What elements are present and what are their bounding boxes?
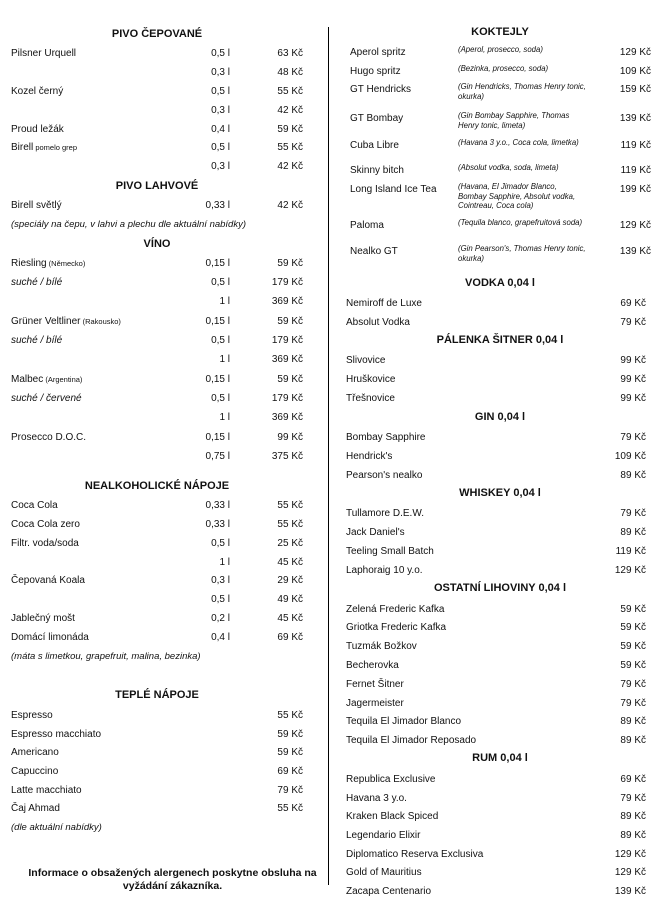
item-size: 0,5 l (211, 86, 230, 97)
spirit-price: 89 Kč (620, 811, 646, 822)
item-origin: pomelo grep (33, 143, 78, 152)
item-size: 0,3 l (211, 105, 230, 116)
spirit-name: Legendario Elixir (346, 830, 421, 841)
item-size: 0,3 l (211, 575, 230, 586)
item-size: 0,5 l (211, 277, 230, 288)
item-price: 45 Kč (277, 613, 303, 624)
item-size: 0,75 l (205, 451, 230, 462)
allergen-note: Informace o obsažených alergenech poskytne obsluha na vyžádání zákazníka. (28, 867, 317, 892)
item-price: 25 Kč (277, 538, 303, 549)
item-name: Domácí limonáda (11, 632, 89, 643)
spirit-name: Absolut Vodka (346, 317, 410, 328)
spirit-name: Třešnovice (346, 393, 395, 404)
spirit-price: 79 Kč (620, 698, 646, 709)
spirit-name: Becherovka (346, 660, 399, 671)
cocktail-ingredients: (Gin Hendricks, Thomas Henry tonic, okurka) (458, 82, 586, 101)
item-price: 63 Kč (277, 48, 303, 59)
cocktail-price: 109 Kč (619, 66, 651, 77)
spirit-name: Jagermeister (346, 698, 404, 709)
spirit-price: 89 Kč (620, 527, 646, 538)
cocktail-name: GT Hendricks (350, 84, 411, 95)
spirit-name: Tequila El Jimador Reposado (346, 735, 477, 746)
item-name: Čaj Ahmad (11, 803, 60, 814)
spirit-name: Diplomatico Reserva Exclusiva (346, 849, 484, 860)
item-price: 49 Kč (277, 594, 303, 605)
item-name: suché / bílé (11, 277, 63, 288)
item-name: suché / červené (11, 393, 82, 404)
cocktail-ingredients: (Havana, El Jimador Blanco, Bombay Sapphire, Absolut vodka, Cointreau, Coca cola) (458, 182, 576, 210)
section-heading-beer_tap: PIVO ČEPOVANÉ (111, 28, 203, 40)
spirit-price: 79 Kč (620, 793, 646, 804)
spirit-price: 79 Kč (620, 679, 646, 690)
item-origin: (Argentina) (43, 375, 83, 384)
spirit-name: Teeling Small Batch (346, 546, 434, 557)
cocktail-price: 119 Kč (620, 140, 651, 151)
item-size: 1 l (219, 296, 230, 307)
cocktail-name: Paloma (350, 220, 384, 231)
spirit-price: 69 Kč (620, 298, 646, 309)
spirit-name: Slivovice (346, 355, 386, 366)
section-heading-vodka: VODKA 0,04 l (465, 277, 535, 289)
item-name: Jablečný mošt (11, 613, 75, 624)
item-name: Latte macchiato (11, 785, 82, 796)
spirit-price: 99 Kč (620, 355, 646, 366)
item-price: 59 Kč (277, 729, 303, 740)
item-size: 0,5 l (211, 594, 230, 605)
item-name: Pilsner Urquell (11, 48, 77, 59)
item-price: 179 Kč (271, 393, 303, 404)
spirit-price: 89 Kč (620, 735, 646, 746)
cocktail-price: 159 Kč (619, 84, 651, 95)
item-price: 59 Kč (277, 374, 303, 385)
spirit-price: 59 Kč (620, 622, 646, 633)
item-price: 179 Kč (271, 335, 303, 346)
item-name: Riesling (Německo) (11, 258, 86, 269)
spirit-price: 69 Kč (620, 774, 646, 785)
item-size: 1 l (219, 557, 230, 568)
spirit-name: Fernet Šitner (346, 679, 404, 690)
item-price: 55 Kč (277, 86, 303, 97)
cocktail-ingredients: (Gin Bombay Sapphire, Thomas Henry tonic, limeta) (458, 111, 570, 130)
section-heading-hot: TEPLÉ NÁPOJE (115, 689, 199, 701)
cocktail-price: 129 Kč (619, 220, 651, 231)
item-name: Birell pomelo grep (11, 142, 78, 153)
section-heading-rum: RUM 0,04 l (472, 752, 528, 764)
spirit-name: Griotka Frederic Kafka (346, 622, 447, 633)
item-name: Espresso macchiato (11, 729, 102, 740)
item-size: 0,5 l (211, 538, 230, 549)
cocktail-price: 129 Kč (619, 47, 651, 58)
item-size: 0,15 l (205, 374, 230, 385)
cocktail-name: GT Bombay (350, 113, 404, 124)
item-price: 42 Kč (277, 161, 303, 172)
item-name: Grüner Veltliner (Rakousko) (11, 316, 121, 327)
item-price: 99 Kč (277, 432, 303, 443)
spirit-price: 79 Kč (620, 508, 646, 519)
cocktail-price: 199 Kč (619, 184, 651, 195)
spirit-name: Hruškovice (346, 374, 396, 385)
item-price: 55 Kč (277, 803, 303, 814)
item-name: Coca Cola zero (11, 519, 80, 530)
item-price: 55 Kč (277, 519, 303, 530)
item-size: 0,15 l (205, 432, 230, 443)
item-price: 29 Kč (277, 575, 303, 586)
item-price: 59 Kč (277, 747, 303, 758)
cocktail-ingredients: (Absolut vodka, soda, limeta) (458, 163, 559, 172)
item-name: Americano (11, 747, 59, 758)
spirit-price: 59 Kč (620, 641, 646, 652)
item-price: 59 Kč (277, 316, 303, 327)
spirit-price: 129 Kč (614, 565, 646, 576)
item-name: Kozel černý (11, 86, 64, 97)
item-price: 48 Kč (277, 67, 303, 78)
item-name: suché / bílé (11, 335, 63, 346)
spirit-price: 139 Kč (614, 886, 646, 897)
section-heading-wine: VÍNO (143, 238, 171, 250)
cocktail-name: Cuba Libre (350, 140, 399, 151)
item-price: 69 Kč (277, 766, 303, 777)
tea-note: (dle aktuální nabídky) (11, 822, 102, 833)
section-heading-whiskey: WHISKEY 0,04 l (459, 487, 541, 499)
item-size: 0,2 l (211, 613, 230, 624)
spirit-price: 119 Kč (615, 546, 646, 557)
spirit-name: Tequila El Jimador Blanco (346, 716, 462, 727)
spirit-price: 129 Kč (614, 849, 646, 860)
item-price: 45 Kč (277, 557, 303, 568)
spirit-name: Republica Exclusive (346, 774, 436, 785)
section-heading-cocktails: KOKTEJLY (471, 26, 529, 38)
cocktail-ingredients: (Bezinka, prosecco, soda) (458, 64, 549, 73)
spirit-name: Hendrick's (346, 451, 393, 462)
item-size: 1 l (219, 354, 230, 365)
cocktail-ingredients: (Aperol, prosecco, soda) (458, 45, 543, 54)
cocktail-ingredients: (Tequila blanco, grapefruitová soda) (458, 218, 583, 227)
item-size: 0,4 l (211, 124, 230, 135)
cocktail-name: Nealko GT (350, 246, 398, 257)
spirit-price: 79 Kč (620, 432, 646, 443)
section-heading-soft: NEALKOHOLICKÉ NÁPOJE (84, 480, 230, 492)
item-size: 1 l (219, 412, 230, 423)
item-size: 0,15 l (205, 316, 230, 327)
spirit-name: Zacapa Centenario (346, 886, 432, 897)
item-size: 0,5 l (211, 142, 230, 153)
spirit-price: 79 Kč (620, 317, 646, 328)
spirit-name: Laphoraig 10 y.o. (346, 565, 423, 576)
item-price: 369 Kč (271, 296, 303, 307)
item-price: 59 Kč (277, 124, 303, 135)
item-price: 79 Kč (277, 785, 303, 796)
item-name: Coca Cola (11, 500, 58, 511)
spirit-name: Bombay Sapphire (346, 432, 426, 443)
spirit-price: 99 Kč (620, 374, 646, 385)
section-heading-gin: GIN 0,04 l (474, 411, 526, 423)
item-price: 59 Kč (277, 258, 303, 269)
cocktail-name: Long Island Ice Tea (350, 184, 437, 195)
item-size: 0,3 l (211, 67, 230, 78)
spirit-name: Zelená Frederic Kafka (346, 604, 445, 615)
item-origin: (Rakousko) (80, 317, 121, 326)
item-name: Malbec (Argentina) (11, 374, 83, 385)
spirit-price: 89 Kč (620, 716, 646, 727)
lemonade-note: (máta s limetkou, grapefruit, malina, bezinka) (11, 651, 201, 662)
item-name: Espresso (11, 710, 53, 721)
item-price: 369 Kč (271, 412, 303, 423)
spirit-price: 89 Kč (620, 470, 646, 481)
spirit-price: 99 Kč (620, 393, 646, 404)
item-size: 0,4 l (211, 632, 230, 643)
item-name: Capuccino (11, 766, 59, 777)
spirit-price: 109 Kč (614, 451, 646, 462)
spirit-price: 129 Kč (614, 867, 646, 878)
cocktail-price: 139 Kč (619, 246, 651, 257)
item-size: 0,5 l (211, 335, 230, 346)
item-price: 55 Kč (277, 142, 303, 153)
cocktail-ingredients: (Gin Pearson's, Thomas Henry tonic, okurka) (458, 244, 586, 263)
item-price: 42 Kč (277, 200, 303, 211)
item-price: 375 Kč (271, 451, 303, 462)
item-size: 0,33 l (205, 519, 230, 530)
spirit-name: Pearson's nealko (346, 470, 423, 481)
item-price: 179 Kč (271, 277, 303, 288)
item-size: 0,33 l (205, 500, 230, 511)
cocktail-price: 139 Kč (619, 113, 651, 124)
cocktail-name: Skinny bitch (350, 165, 404, 176)
item-size: 0,3 l (211, 161, 230, 172)
item-price: 369 Kč (271, 354, 303, 365)
spirit-price: 59 Kč (620, 660, 646, 671)
spirit-name: Nemiroff de Luxe (346, 298, 422, 309)
section-heading-palenka: PÁLENKA ŠITNER 0,04 l (436, 334, 564, 346)
item-name: Prosecco D.O.C. (11, 432, 87, 443)
item-name: Birell světlý (11, 200, 62, 211)
spirit-price: 59 Kč (620, 604, 646, 615)
item-name: Proud ležák (11, 124, 64, 135)
item-name: Filtr. voda/soda (11, 538, 79, 549)
item-size: 0,5 l (211, 48, 230, 59)
item-size: 0,5 l (211, 393, 230, 404)
section-heading-ostatni: OSTATNÍ LIHOVINY 0,04 l (433, 582, 567, 594)
column-divider (328, 27, 329, 885)
item-price: 55 Kč (277, 500, 303, 511)
item-price: 42 Kč (277, 105, 303, 116)
item-price: 55 Kč (277, 710, 303, 721)
spirit-name: Tullamore D.E.W. (346, 508, 424, 519)
spirit-name: Jack Daniel's (346, 527, 405, 538)
cocktail-name: Aperol spritz (350, 47, 406, 58)
item-origin: (Německo) (46, 259, 86, 268)
spirit-price: 89 Kč (620, 830, 646, 841)
spirit-name: Gold of Mauritius (346, 867, 422, 878)
cocktail-name: Hugo spritz (350, 66, 401, 77)
item-size: 0,15 l (205, 258, 230, 269)
specials-note: (speciály na čepu, v lahvi a plechu dle aktuální nabídky) (11, 219, 246, 230)
cocktail-ingredients: (Havana 3 y.o., Coca cola, limetka) (458, 138, 579, 147)
item-name: Čepovaná Koala (11, 575, 85, 586)
spirit-name: Tuzmák Božkov (346, 641, 417, 652)
spirit-name: Kraken Black Spiced (346, 811, 439, 822)
cocktail-price: 119 Kč (620, 165, 651, 176)
spirit-name: Havana 3 y.o. (346, 793, 407, 804)
item-price: 69 Kč (277, 632, 303, 643)
section-heading-beer_bottle: PIVO LAHVOVÉ (115, 180, 199, 192)
item-size: 0,33 l (205, 200, 230, 211)
